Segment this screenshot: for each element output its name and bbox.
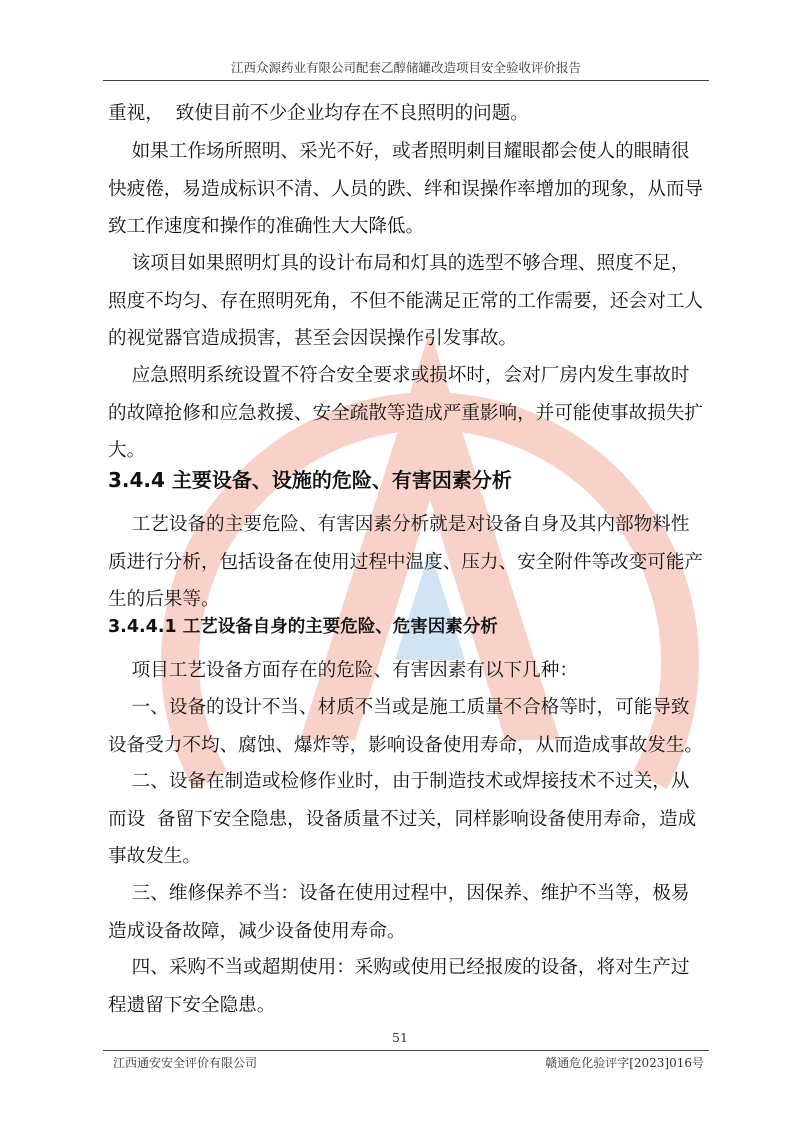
paragraph-1: 重视， 致使目前不少企业均存在不良照明的问题。 [108, 103, 529, 124]
running-header: 江西众源药业有限公司配套乙醇储罐改造项目安全验收评价报告 [230, 60, 581, 75]
footer-document-number: 赣通危化验评字[2023]016号 [545, 1056, 704, 1070]
paragraph-3: 该项目如果照明灯具的设计布局和灯具的选型不够合理、照度不足，照度不均匀、存在照明死角，不但不能满足正常的工作需要，还会对工人的视觉器官造成损害，甚至会因误操作引发事故。 [108, 253, 704, 349]
list-item-3: 三、维修保养不当：设备在使用过程中，因保养、维护不当等，极易造成设备故障，减少设备使用寿命。 [108, 883, 690, 942]
footer-company: 江西通安安全评价有限公司 [113, 1056, 258, 1070]
list-item-1: 一、设备的设计不当、材质不当或是施工质量不合格等时，可能导致设备受力不均、腐蚀、爆炸等，影响设备使用寿命，从而造成事故发生。 [108, 697, 704, 756]
page-number: 51 [392, 1030, 408, 1045]
footer-divider [103, 1050, 709, 1051]
section-heading-3-4-4: 3.4.4 主要设备、设施的危险、有害因素分析 [108, 468, 512, 492]
section-heading-3-4-4-1: 3.4.4.1 工艺设备自身的主要危险、危害因素分析 [108, 617, 498, 637]
list-item-4: 四、采购不当或超期使用：采购或使用已经报废的设备，将对生产过程遗留下安全隐患。 [108, 957, 690, 1016]
paragraph-4: 应急照明系统设置不符合安全要求或损坏时，会对厂房内发生事故时的故障抢修和应急救援、安全疏散等造成严重影响，并可能使事故损失扩大。 [108, 365, 704, 461]
paragraph-3-4-4-intro: 工艺设备的主要危险、有害因素分析就是对设备自身及其内部物料性质进行分析，包括设备在使用过程中温度、压力、安全附件等改变可能产生的后果等。 [108, 514, 704, 610]
list-intro: 项目工艺设备方面存在的危险、有害因素有以下几种： [108, 660, 578, 681]
list-item-2: 二、设备在制造或检修作业时，由于制造技术或焊接技术不过关，从而设 备留下安全隐患，设备质量不过关，同样影响设备使用寿命，造成事故发生。 [108, 771, 697, 867]
header-divider [103, 80, 709, 81]
paragraph-2: 如果工作场所照明、采光不好，或者照明刺目耀眼都会使人的眼睛很快疲倦，易造成标识不清、人员的跌、绊和误操作率增加的现象，从而导致工作速度和操作的准确性大大降低。 [108, 141, 704, 237]
